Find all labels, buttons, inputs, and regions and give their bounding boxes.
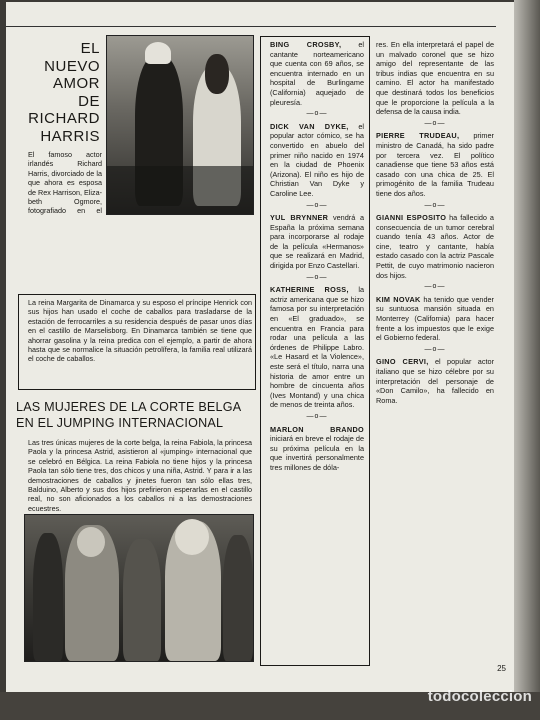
news-item — [270, 40, 364, 107]
news-text: ha tenido que vender su suntuosa mansión situada en Monterrey (California) para hacer frente a los impuestos que le exige el Gobierno federal. — [376, 294, 494, 343]
news-text: vendrá a España la próxima semana para incorporarse al rodaje de la película «Hermanos» que se realizará en Madrid, dirigida por Enzo Castellari. — [270, 213, 364, 271]
news-text: la actriz americana que se hizo famosa por su interpretación en «El graduado», se encuentra en Francia para rodar una película a las órdenes de Philippe Labro. «Le Hasard et la Violence», este será el título, narra una historia de amor entre un hombre de cincuenta años (Ives Montand) y una chica de menos de treinta años. — [270, 285, 364, 410]
news-name: YUL BRYNNER — [270, 213, 329, 223]
news-item — [270, 122, 364, 199]
harris-body-top — [28, 150, 102, 216]
person-figure — [223, 535, 253, 661]
separator: —o— — [424, 119, 446, 127]
page-edge — [514, 0, 540, 720]
belga-title — [16, 400, 256, 431]
middle-column — [270, 40, 364, 660]
news-item — [376, 357, 494, 405]
right-column — [376, 40, 494, 660]
news-text: iniciará en breve el rodaje de su próxima película en la que invertirá personalmente tres millones de dóla- — [270, 434, 364, 472]
news-item — [270, 285, 364, 410]
person-figure — [33, 533, 63, 661]
separator: —o— — [306, 201, 328, 209]
belga-text: Las tres únicas mujeres de la corte belga, la reina Fabiola, la princesa Paola y la princesa Astrid, asistieron al «jumping» internacional que se celebró en Bélgica. La reina Fabiola no tiene hijos y la princesa Paola tan sólo tiene tres, dos chicos y una niña, Astrid. Y para ir a las demostraciones de caballos y jinetes fueron tan sólo ellas tres, Balduino, Alberto y sus dos hijos prefirieron esperarlas en el castillo real, no son aficionados a los caballos ni a las demostraciones ecuestres. — [28, 438, 252, 513]
margarita-body — [28, 298, 252, 384]
photo-shadow — [107, 166, 253, 214]
news-item — [376, 40, 494, 117]
magazine-page — [6, 2, 514, 692]
separator: —o— — [306, 412, 328, 420]
news-name: MARLON BRANDO — [270, 424, 364, 434]
separator: —o— — [424, 283, 446, 291]
harris-title-line: DE — [78, 92, 100, 110]
news-item — [376, 295, 494, 343]
news-item — [270, 425, 364, 473]
harris-title-line: EL — [80, 40, 100, 57]
harris-title-line: AMOR — [53, 75, 100, 92]
face-shape — [175, 519, 209, 555]
top-rule — [6, 26, 496, 27]
news-text: el popular actor cómico, se ha convertido en abuelo del primer niño nacido en 1974 en la ciudad de Phoenix (Arizona). El niño es hijo de Christian Van Dyke y Caroline Lee. — [270, 121, 364, 198]
separator: —o— — [424, 201, 446, 209]
news-text: res. En ella interpretará el papel de un malvado coronel que se hizo amigo del representante de las tribus indias que encuentra en su camino. El actor ha manifestado que destinará todos los beneficios que le proporcione la película a la defensa de la causa india. — [376, 40, 494, 117]
hat-shape — [145, 42, 171, 64]
news-text: el cantante norteamericano que cuenta con 69 años, se encuentra internado en un hospital de Burlingame (California) aquejado de pleuresía. — [270, 40, 364, 107]
face-shape — [77, 527, 105, 557]
separator: —o— — [306, 273, 328, 281]
belga-title-line: LAS MUJERES DE LA CORTE BELGA — [16, 400, 242, 414]
belga-body — [28, 438, 252, 514]
news-name: PIERRE TRUDEAU, — [376, 131, 460, 141]
news-text: el popular actor italiano que se hizo célebre por su interpretación del personaje de «Don Camilo», ha fallecido en Roma. — [376, 357, 494, 405]
belga-photo — [24, 514, 254, 662]
news-name: BING CROSBY, — [270, 40, 342, 49]
news-name: GIANNI ESPOSITO — [376, 213, 447, 223]
news-name: KATHERINE ROSS, — [270, 285, 349, 295]
news-text: ha fallecido a consecuencia de un tumor cerebral cuando tenía 43 años. Actor de cine, teatro y cantante, había estado casado con la actriz Pascale Pettit, de cuyo matrimonio nacieron dos hijos. — [376, 213, 494, 280]
news-item — [270, 213, 364, 271]
hair-shape — [205, 54, 229, 94]
harris-body-bottom — [28, 216, 256, 278]
belga-title-line: EN EL JUMPING INTERNACIONAL — [16, 415, 224, 430]
separator: —o— — [306, 110, 328, 118]
harris-photo — [106, 35, 254, 215]
news-name: KIM NOVAK — [376, 294, 421, 304]
harris-title-line: NUEVO — [44, 57, 100, 75]
harris-title — [26, 40, 100, 145]
news-item — [376, 131, 494, 198]
watermark: todocoleccion — [427, 688, 532, 705]
margarita-text: La reina Margarita de Dinamarca y su esposo el príncipe Henrick con sus hijos han usado el coche de caballos para trasladarse de la estación de ferrocarriles a su residencia después de pasar unos días en el castillo de Marselisborg. En Dinamarca también se tiene que ahorrar gasolina y la reina predica con el ejemplo, a partir de ahora hasta que se normalice la situación petrolífera, la familia real utilizará el coche de caballos. — [28, 298, 252, 364]
separator: —o— — [424, 345, 446, 353]
person-figure — [123, 539, 161, 661]
harris-title-line: RICHARD — [28, 110, 100, 127]
news-name: DICK VAN DYKE, — [270, 121, 349, 131]
page-number: 25 — [497, 664, 506, 673]
harris-title-line: HARRIS — [40, 127, 100, 145]
news-name: GINO CERVI, — [376, 357, 429, 367]
news-text: primer ministro de Canadá, ha sido padre por tercera vez. El político canadiense que tiene 53 años está casado con una chica de 25. El primogénito de la familia Trudeau tiene dos años. — [376, 131, 494, 198]
harris-body-text: El famoso actor irlandés Richard Harris, divorciado de la que ahora es esposa de Rex Harrison, Eliza-beth Ogmore, fotografiado en el — [28, 150, 102, 216]
news-item — [376, 213, 494, 280]
